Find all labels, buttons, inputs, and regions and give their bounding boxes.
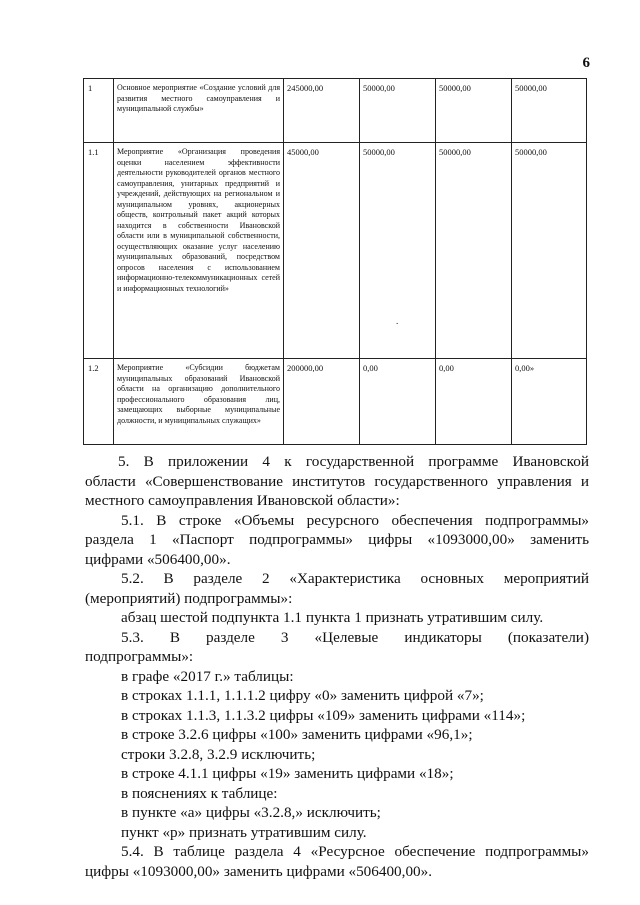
paragraph-5-1-line: раздела 1 «Паспорт подпрограммы» цифры «1093000,00» заменить xyxy=(85,531,589,548)
page-number: 6 xyxy=(582,55,590,71)
paragraph-5-line: 5. В приложении 4 к государственной программе Ивановской xyxy=(118,453,589,470)
paragraph-5-3-line: в строках 1.1.3, 1.1.3.2 цифры «109» заменить цифрами «114»; xyxy=(121,706,526,724)
row-number: 1.1 xyxy=(84,143,114,359)
row-value-year2: 50000,00 xyxy=(436,143,512,359)
row-value-year2: 50000,00 xyxy=(436,79,512,143)
paragraph-5-1-line: цифрами «506400,00». xyxy=(85,550,231,568)
paragraph-5-3-line: в пункте «а» цифры «3.2.8,» исключить; xyxy=(121,804,381,821)
row-name: Основное мероприятие «Создание условий для развития местного самоуправления и муниципальной службы» xyxy=(114,79,284,143)
paragraph-5-line: местного самоуправления Ивановской области»: xyxy=(85,492,400,509)
row-value-total: 245000,00 xyxy=(284,79,360,143)
row-value-total: 200000,00 xyxy=(284,359,360,445)
row-value-year1: 50000,00 xyxy=(360,79,436,143)
table-row xyxy=(84,79,587,143)
paragraph-5-3-line: пункт «р» признать утратившим силу. xyxy=(121,823,367,841)
amendment-text xyxy=(85,452,589,881)
paragraph-5-3-line: подпрограммы»: xyxy=(85,648,194,665)
row-value-year3: 0,00» xyxy=(512,359,587,445)
row-value-total: 45000,00 xyxy=(284,143,360,359)
row-number: 1.2 xyxy=(84,359,114,445)
paragraph-5-3-line: строки 3.2.8, 3.2.9 исключить; xyxy=(121,745,316,763)
paragraph-5-4-line: цифры «1093000,00» заменить цифрами «506400,00». xyxy=(85,862,433,880)
paragraph-5-2-line: абзац шестой подпункта 1.1 пункта 1 признать утратившим силу. xyxy=(121,609,544,626)
row-value-year1: 50000,00 xyxy=(360,143,436,359)
paragraph-5-3-line: в пояснениях к таблице: xyxy=(121,784,278,802)
row-value-year1: 0,00 xyxy=(360,359,436,445)
table-row xyxy=(84,359,587,445)
program-funding-table xyxy=(83,78,587,445)
row-value-year3: 50000,00 xyxy=(512,143,587,359)
paragraph-5-3-line: в строке 3.2.6 цифры «100» заменить цифрами «96,1»; xyxy=(121,726,473,743)
paragraph-5-3-line: в строках 1.1.1, 1.1.1.2 цифру «0» заменить цифрой «7»; xyxy=(121,687,484,704)
paragraph-5-2-line: 5.2. В разделе 2 «Характеристика основных мероприятий xyxy=(121,570,589,587)
table-row xyxy=(84,143,587,359)
paragraph-5-3-line: 5.3. В разделе 3 «Целевые индикаторы (показатели) xyxy=(121,628,589,646)
paragraph-5-3-line: в графе «2017 г.» таблицы: xyxy=(121,667,294,685)
paragraph-5-line: области «Совершенствование институтов государственного управления и xyxy=(85,472,589,490)
row-value-year2: 0,00 xyxy=(436,359,512,445)
row-value-year3: 50000,00 xyxy=(512,79,587,143)
paragraph-5-2-line: (мероприятий) подпрограммы»: xyxy=(85,589,293,607)
row-number: 1 xyxy=(84,79,114,143)
row-name: Мероприятие «Субсидии бюджетам муниципальных образований Ивановской области на организацию дополнительного профессионального образования лиц, замещающих выборные муниципальные должности, и муниципальных служащих» xyxy=(114,359,284,445)
paragraph-5-4-line: 5.4. В таблице раздела 4 «Ресурсное обеспечение подпрограммы» xyxy=(121,843,589,860)
paragraph-5-3-line: в строке 4.1.1 цифры «19» заменить цифрами «18»; xyxy=(121,765,454,782)
stray-dot: . xyxy=(396,316,399,326)
paragraph-5-1-line: 5.1. В строке «Объемы ресурсного обеспечения подпрограммы» xyxy=(121,511,589,529)
row-name: Мероприятие «Организация проведения оценки населением эффективности деятельности руководителей органов местного самоуправления, унитарных предприятий и учреждений, действующих на региональном и муниципальном уровнях, акционерных обществ, контрольный пакет акций которых находится в собственности Ивановской области или в муниципальной собственности, осуществляющих оказание услуг населению муниципальных образований, посредством опросов населения с использованием информационно-телекоммуникационных сетей и информационных технологий» xyxy=(114,143,284,359)
